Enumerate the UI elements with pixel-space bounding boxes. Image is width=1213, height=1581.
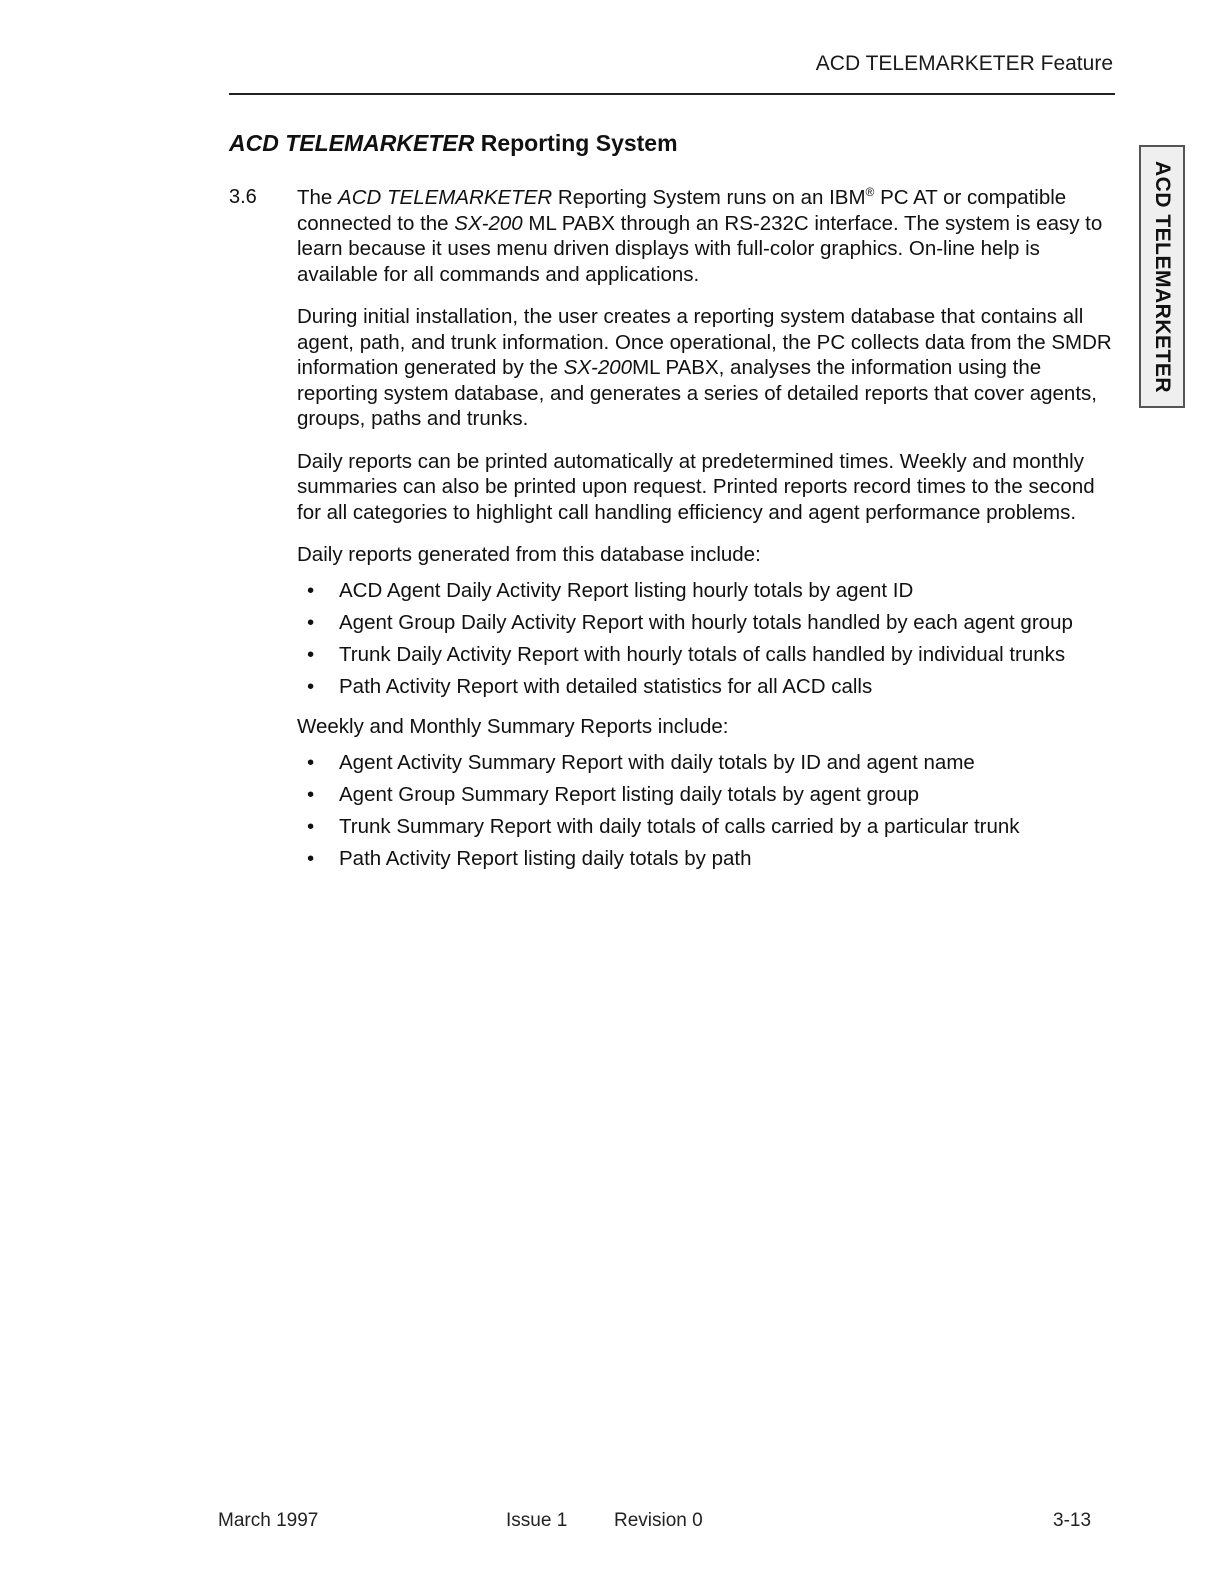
- weekly-reports-list: [297, 750, 1117, 872]
- running-header: ACD TELEMARKETER Feature: [815, 52, 1113, 75]
- bullet: •: [307, 674, 315, 698]
- p1-text-2: Reporting System runs on an IBM: [552, 186, 866, 209]
- daily-reports-list: [297, 578, 1117, 700]
- list-item: [297, 814, 1117, 840]
- bullet: •: [307, 610, 315, 634]
- list-item-text: Path Activity Report listing daily totals by path: [339, 846, 752, 870]
- list-item: [297, 750, 1117, 776]
- footer-date: March 1997: [218, 1510, 319, 1531]
- list-item: [297, 610, 1117, 636]
- list-item-text: Trunk Summary Report with daily totals of calls carried by a particular trunk: [339, 814, 1020, 838]
- p2-switch-name: SX-200: [563, 356, 633, 379]
- paragraph-printing: Daily reports can be printed automatically at predetermined times. Weekly and monthly summaries can also be printed upon request. Printed reports record times to the second for all categories to highlight call handling efficiency and agent performance problems.: [297, 449, 1095, 524]
- header-rule: [229, 93, 1115, 95]
- p1-text-3: PC AT or compatible connected to the: [297, 186, 1067, 235]
- section-title-rest: Reporting System: [474, 130, 678, 156]
- p2-text-1: During initial installation, the user creates a reporting system database that contains all agent, path, and trunk information. Once operational, the PC collects data from the SMDR information generated by the: [297, 305, 1112, 379]
- section-title-italic: ACD TELEMARKETER: [229, 130, 475, 156]
- bullet: •: [307, 782, 315, 806]
- p1-switch-name: SX-200: [454, 211, 523, 235]
- p1-text-4: ML PABX through an RS-232C interface. The system is easy to learn because it uses menu driven displays with full-color graphics. On-line help is available for all commands and applications.: [297, 211, 1103, 286]
- list-item: [297, 578, 1117, 604]
- bullet: •: [307, 814, 315, 838]
- bullet: •: [307, 846, 315, 870]
- paragraph-installation: [297, 304, 1117, 432]
- side-tab-label: ACD TELEMARKETER: [1151, 160, 1174, 393]
- registered-mark: ®: [865, 185, 875, 200]
- list-item: [297, 782, 1117, 808]
- list-item-text: Agent Group Summary Report listing daily totals by agent group: [339, 782, 919, 806]
- bullet: •: [307, 642, 315, 666]
- section-title: [229, 130, 678, 157]
- list-item: [297, 674, 1117, 700]
- list-item-text: Agent Activity Summary Report with daily totals by ID and agent name: [339, 750, 975, 774]
- paragraph-number: 3.6: [229, 186, 257, 208]
- bullet: •: [307, 750, 315, 774]
- bullet: •: [307, 578, 315, 602]
- p1-text-1: The: [297, 186, 339, 209]
- list-item-text: ACD Agent Daily Activity Report listing hourly totals by agent ID: [339, 578, 914, 602]
- side-tab: [1139, 145, 1185, 408]
- list-item-text: Agent Group Daily Activity Report with hourly totals handled by each agent group: [339, 610, 1073, 634]
- list-item-text: Trunk Daily Activity Report with hourly totals of calls handled by individual trunks: [339, 642, 1066, 666]
- paragraph-intro: [297, 185, 1117, 287]
- p1-product-name: ACD TELEMARKETER: [338, 186, 553, 209]
- footer-revision: Revision 0: [614, 1510, 703, 1531]
- p2-text-2: ML PABX, analyses the information using the reporting system database, and generates a series of detailed reports that cover agents, groups, paths and trunks.: [297, 356, 1097, 430]
- daily-reports-lead: Daily reports generated from this database include:: [297, 543, 761, 566]
- weekly-reports-lead: Weekly and Monthly Summary Reports include:: [297, 715, 729, 738]
- list-item: [297, 642, 1117, 668]
- list-item: [297, 846, 1117, 872]
- list-item-text: Path Activity Report with detailed statistics for all ACD calls: [339, 674, 873, 698]
- body-column: [297, 185, 1117, 886]
- footer-issue: Issue 1: [506, 1510, 568, 1531]
- footer-page-number: 3-13: [1053, 1510, 1092, 1531]
